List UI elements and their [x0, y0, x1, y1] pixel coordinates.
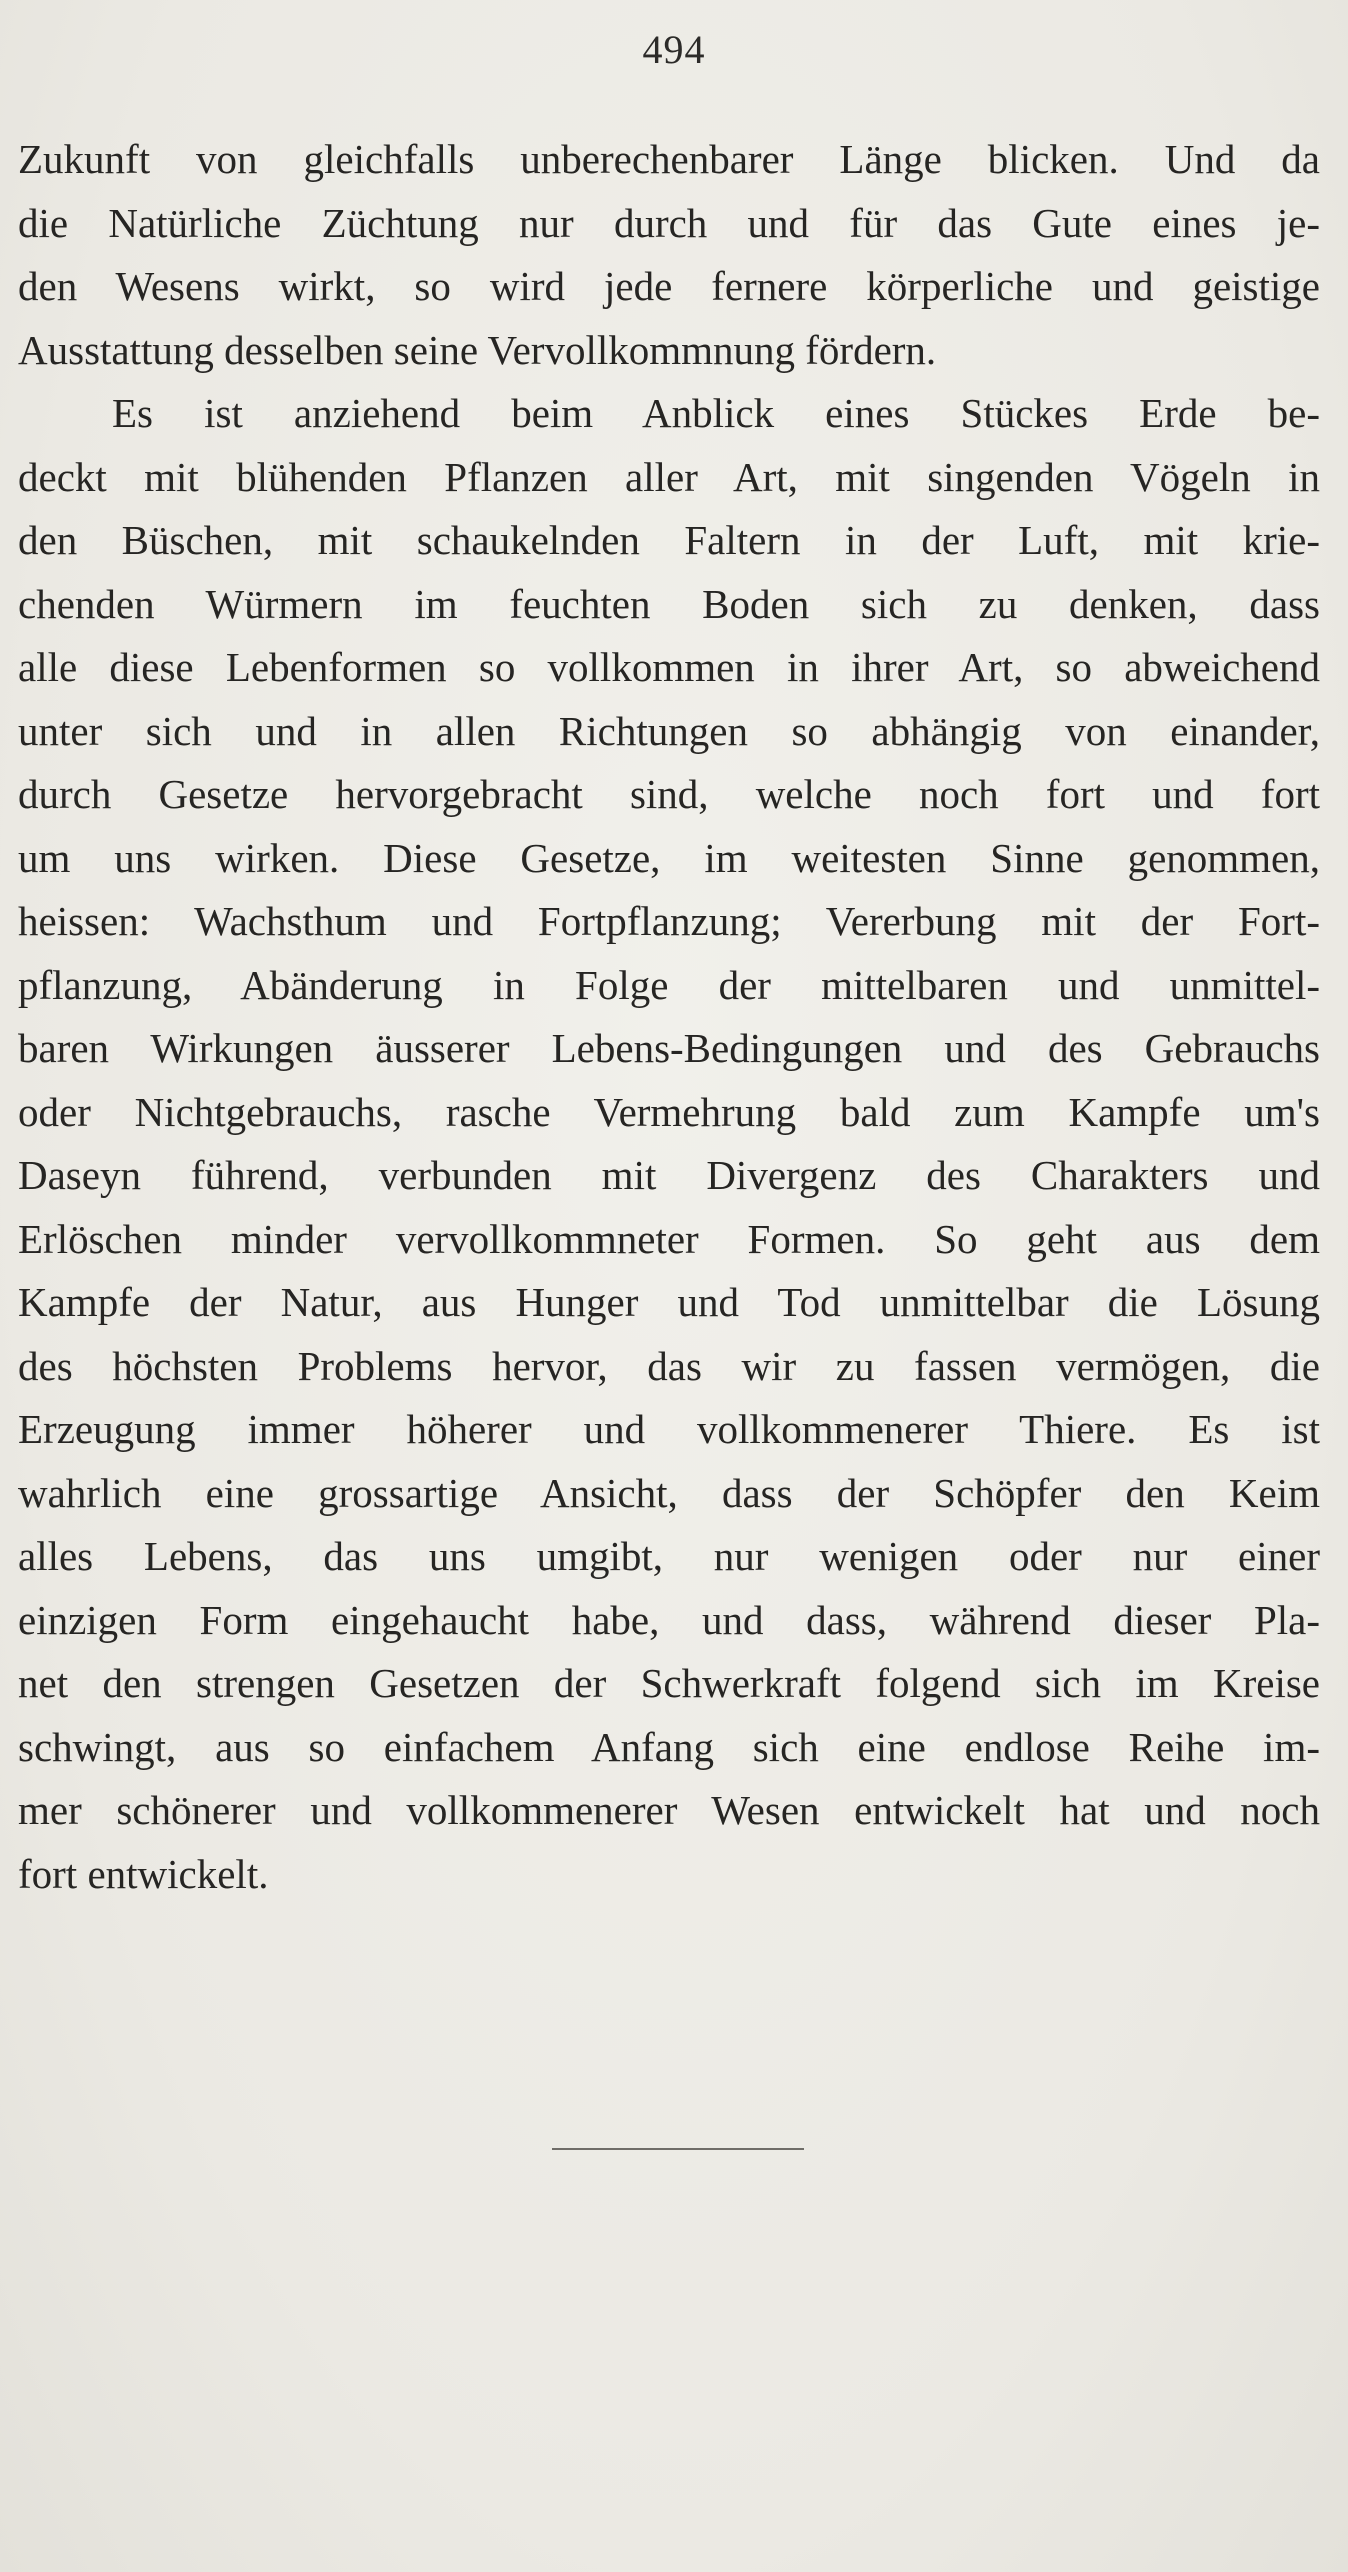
text-line: alle diese Lebenformen so vollkommen in ihrer Art, so abweichend [18, 644, 1320, 690]
text-line: Daseyn führend, verbunden mit Divergenz des Charakters und [18, 1152, 1320, 1198]
section-divider [552, 2148, 804, 2150]
text-line: durch Gesetze hervorgebracht sind, welche noch fort und fort [18, 771, 1320, 817]
text-line: Erlöschen minder vervollkommneter Formen. So geht aus dem [18, 1215, 1320, 1262]
text-line: Ausstattung desselben seine Vervollkommnung fördern. [18, 326, 937, 373]
text-line: unter sich und in allen Richtungen so abhängig von einander, [18, 707, 1320, 754]
text-line: baren Wirkungen äusserer Lebens-Bedingungen und des Gebrauchs [18, 1025, 1320, 1071]
text-line: wahrlich eine grossartige Ansicht, dass der Schöpfer den Keim [18, 1469, 1320, 1516]
text-line: die Natürliche Züchtung nur durch und für das Gute eines je- [18, 199, 1320, 246]
text-line: chenden Würmern im feuchten Boden sich zu denken, dass [18, 580, 1320, 627]
paragraph [18, 128, 1320, 382]
text-line: fort entwickelt. [18, 1850, 269, 1897]
text-line: den Wesens wirkt, so wird jede fernere körperliche und geistige [18, 263, 1320, 309]
paragraph [18, 382, 1320, 1906]
text-line: oder Nichtgebrauchs, rasche Vermehrung bald zum Kampfe um's [18, 1088, 1320, 1135]
page-number: 494 [642, 27, 706, 72]
text-line: einzigen Form eingehaucht habe, und dass, während dieser Pla- [18, 1596, 1320, 1643]
text-line: pflanzung, Abänderung in Folge der mittelbaren und unmittel- [18, 961, 1320, 1008]
text-line: alles Lebens, das uns umgibt, nur wenigen oder nur einer [18, 1533, 1320, 1579]
text-line: Erzeugung immer höherer und vollkommenerer Thiere. Es ist [18, 1406, 1320, 1452]
body-text [18, 128, 1320, 1906]
text-line: heissen: Wachsthum und Fortpflanzung; Vererbung mit der Fort- [18, 898, 1320, 944]
text-line: schwingt, aus so einfachem Anfang sich eine endlose Reihe im- [18, 1723, 1320, 1770]
text-line: mer schönerer und vollkommenerer Wesen entwickelt hat und noch [18, 1787, 1320, 1833]
text-line: Es ist anziehend beim Anblick eines Stückes Erde be- [112, 390, 1320, 436]
text-line: des höchsten Problems hervor, das wir zu fassen vermögen, die [18, 1342, 1320, 1389]
text-line: deckt mit blühenden Pflanzen aller Art, mit singenden Vögeln in [18, 453, 1320, 500]
text-line: den Büschen, mit schaukelnden Faltern in der Luft, mit krie- [18, 517, 1320, 563]
text-line: Kampfe der Natur, aus Hunger und Tod unmittelbar die Lösung [18, 1279, 1320, 1325]
text-line: net den strengen Gesetzen der Schwerkraft folgend sich im Kreise [18, 1660, 1320, 1706]
text-line: um uns wirken. Diese Gesetze, im weitesten Sinne genommen, [18, 834, 1320, 881]
text-line: Zukunft von gleichfalls unberechenbarer Länge blicken. Und da [18, 136, 1320, 182]
